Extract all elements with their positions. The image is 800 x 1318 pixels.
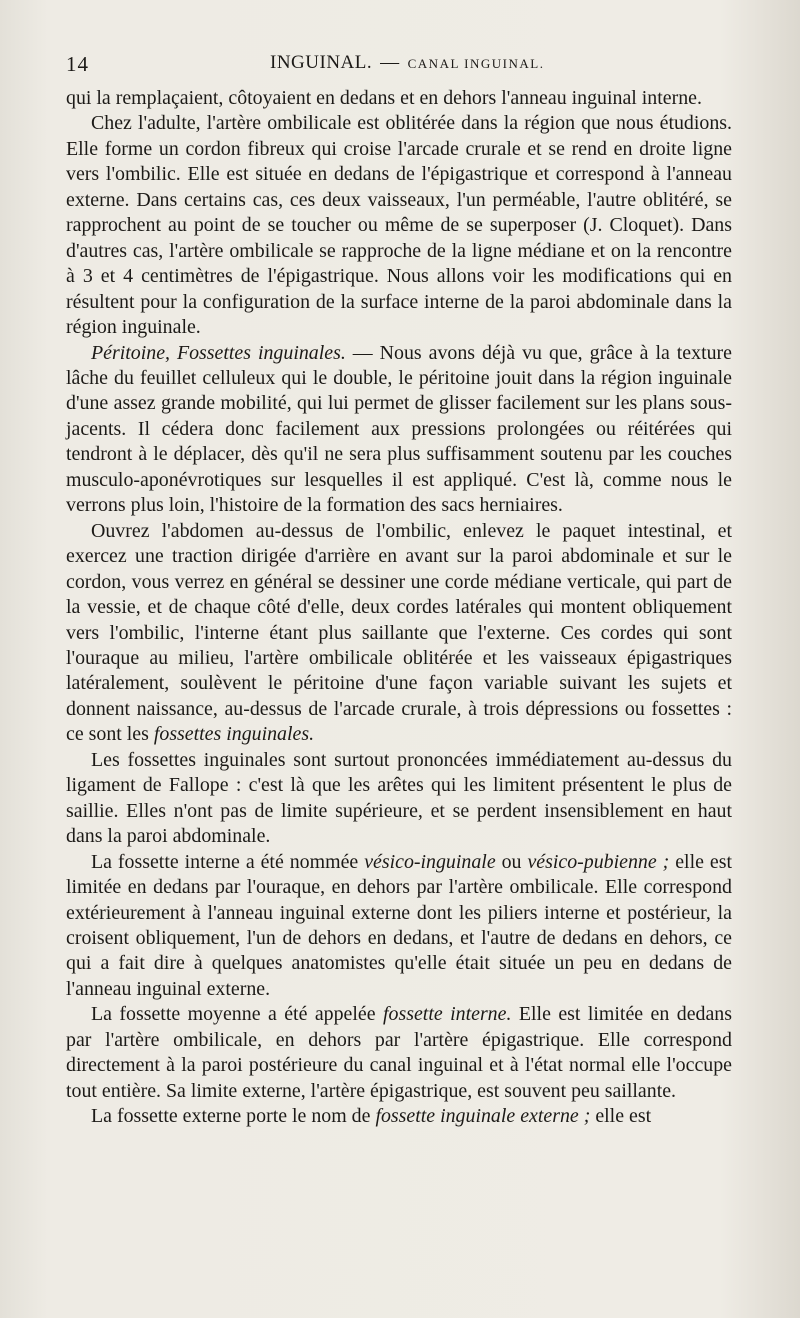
paragraph-2: Chez l'adulte, l'artère ombilicale est oblitérée dans la région que nous étudions. Elle forme un cordon fibreux qui croise l'arcade crurale et se rend en droite ligne vers l'ombilic. Elle est située en dedans de l'épigastrique et correspond à l'anneau externe. Dans certains cas, ces deux vaisseaux, l'un perméable, l'autre oblitéré, se rapprochent au point de se toucher ou même de se superposer (J. Cloquet). Dans d'autres cas, l'artère ombilicale se rapproche de la ligne médiane et on la rencontre à 3 et 4 centimètres de l'épigastrique. Nous allons voir les modifications qui en résultent pour la configuration de la surface interne de la paroi abdominale dans la région inguinale. <box>66 112 732 339</box>
paragraph-8 <box>66 1104 732 1129</box>
paragraph-6-text-a: La fossette interne a été nommée <box>91 850 359 873</box>
page-header <box>66 52 732 82</box>
body-text <box>66 86 732 1130</box>
paragraph-8-text-a: La fossette externe porte le nom de <box>91 1105 371 1128</box>
paragraph-8-text-b: elle est <box>595 1105 652 1128</box>
paragraph-6-italic-2: vésico-pubienne ; <box>527 850 670 873</box>
paragraph-7-text-b: Elle est limitée en dedans par l'artère ombilicale, en dehors par l'artère épigastrique. Elle correspond directement à la paroi postérieure du canal inguinal et à l'état normal elle l'occupe tout entière. Sa limite externe, l'artère épigastrique, est souvent peu saillante. <box>66 1003 732 1102</box>
running-head-separator: — <box>380 52 400 73</box>
paragraph-5: Les fossettes inguinales sont surtout prononcées immédiatement au-dessus du ligament de Fallope : c'est là que les arêtes qui les limitent présentent le plus de saillie. Elles n'ont pas de limite supérieure, et se perdent insensiblement en haut dans la paroi abdominale. <box>66 748 732 848</box>
paragraph-4-italic: fossettes inguinales. <box>153 723 315 746</box>
running-head-section: CANAL INGUINAL. <box>407 56 545 71</box>
paragraph-4-text: Ouvrez l'abdomen au-dessus de l'ombilic, enlevez le paquet intestinal, et exercez une traction dirigée d'arrière en avant sur la paroi abdominale et sur le cordon, vous verrez en général se dessiner une corde médiane verticale, qui part de la vessie, et de chaque côté d'elle, deux cordes latérales qui montent obliquement vers l'ombilic, l'interne étant plus saillante que l'externe. Ces cordes qui sont l'ouraque au milieu, l'artère ombilicale oblitérée et les vaisseaux épigastriques latéralement, soulèvent le péritoine d'une façon variable suivant les sujets et donnent naissance, au-dessus de l'arcade crurale, à trois dépressions ou fossettes : ce sont les <box>66 519 732 746</box>
paragraph-6-italic-1: vésico-inguinale <box>364 850 496 873</box>
section-heading-peritoine: Péritoine, Fossettes inguinales. <box>91 341 346 364</box>
page-number: 14 <box>66 52 89 76</box>
paragraph-7-text-a: La fossette moyenne a été appelée <box>91 1003 376 1026</box>
paragraph-3-text: — Nous avons déjà vu que, grâce à la texture lâche du feuillet celluleux qui le double, le péritoine jouit dans la région inguinale d'une assez grande mobilité, qui lui permet de glisser facilement sur les plans sous-jacents. Il cédera donc facilement aux pressions prolongées ou réitérées qui tendront à le déplacer, dès qu'il ne sera plus suffisamment soutenu par les couches musculo-aponévrotiques sur lesquelles il est appliqué. C'est là, comme nous le verrons plus loin, l'histoire de la formation des sacs herniaires. <box>66 341 733 517</box>
paragraph-6-text-c: elle est limitée en dedans par l'ouraque, en dehors par l'artère ombilicale. Elle correspond extérieurement à l'anneau inguinal externe dont les piliers interne et postérieur, la croisent obliquement, l'un de dehors en dedans, et l'autre de dedans en dehors, ce qui a fait dire à quelques anatomistes qu'elle était située un peu en dedans de l'anneau inguinal externe. <box>66 850 732 1000</box>
paragraph-6-text-b: ou <box>501 850 522 873</box>
paragraph-7-italic: fossette interne. <box>383 1003 512 1026</box>
paragraph-6 <box>66 850 732 1003</box>
paragraph-3 <box>66 341 732 519</box>
running-head-title: INGUINAL. <box>270 52 373 73</box>
paragraph-7 <box>66 1002 732 1104</box>
paragraph-1: qui la remplaçaient, côtoyaient en dedans et en dehors l'anneau inguinal interne. <box>66 87 702 109</box>
paragraph-8-italic: fossette inguinale externe ; <box>375 1105 591 1128</box>
paragraph-4 <box>66 519 732 748</box>
running-head <box>270 52 544 74</box>
